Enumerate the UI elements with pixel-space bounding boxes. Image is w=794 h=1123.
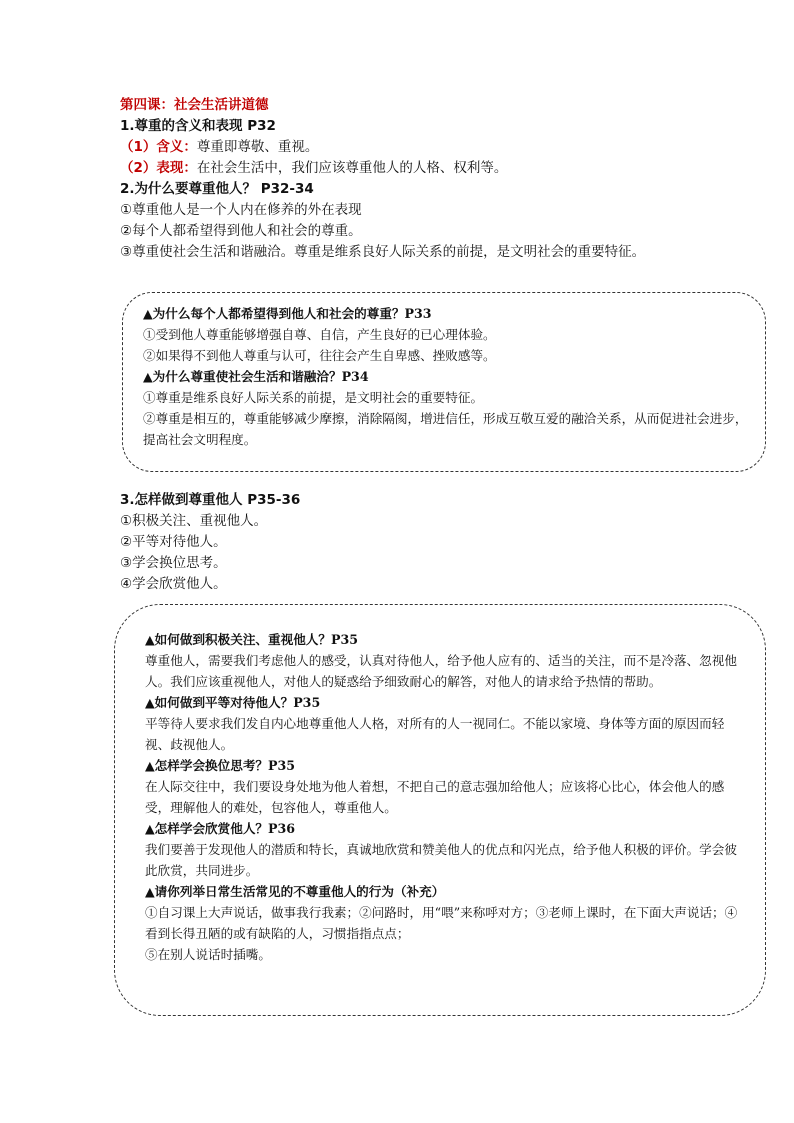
meaning-text: 尊重即尊敬、重视。 — [196, 139, 319, 155]
supplement-box-1 — [122, 292, 766, 472]
box2-answer-3: 在人际交往中，我们要设身处地为他人着想，不把自己的意志强加给他人；应该将心比心，体会他人的感受，理解他人的难处，包容他人，尊重他人。 — [145, 779, 725, 815]
section-3-item: ③学会换位思考。 — [120, 555, 227, 571]
box2-question-1: ▲如何做到积极关注、重视他人？P35 — [145, 632, 358, 647]
box1-answer-item: ②尊重是相互的，尊重能够减少摩擦，消除隔阂，增进信任，形成互敬互爱的融洽关系，从而促进社会进步，提高社会文明程度。 — [143, 411, 748, 447]
box1-answer-item: ①尊重是维系良好人际关系的前提，是文明社会的重要特征。 — [143, 390, 484, 405]
box2-question-2: ▲如何做到平等对待他人？P35 — [145, 695, 321, 710]
box2-question-5: ▲请你列举日常生活常见的不尊重他人的行为（补充） — [145, 884, 445, 899]
supplement-box-2 — [114, 604, 766, 1016]
box1-answer-item: ②如果得不到他人尊重与认可，往往会产生自卑感、挫败感等。 — [143, 348, 496, 363]
box2-answer-2: 平等待人要求我们发自内心地尊重他人人格，对所有的人一视同仁。不能以家境、身体等方面的原因而轻视、歧视他人。 — [145, 716, 725, 752]
section-3-item: ①积极关注、重视他人。 — [120, 513, 268, 529]
section-2-item: ①尊重他人是一个人内在修养的外在表现 — [120, 202, 362, 218]
lesson-notes-top — [120, 95, 700, 263]
lesson-title: 第四课：社会生活讲道德 — [120, 97, 269, 113]
expression-text: 在社会生活中，我们应该尊重他人的人格、权利等。 — [196, 160, 508, 176]
box1-question-2: ▲为什么尊重使社会生活和谐融洽？P34 — [143, 369, 369, 384]
box1-question-1: ▲为什么每个人都希望得到他人和社会的尊重？P33 — [143, 306, 432, 321]
section-2-heading: 2.为什么要尊重他人？ P32-34 — [120, 181, 314, 197]
expression-label: （2）表现： — [120, 160, 197, 176]
box2-question-3: ▲怎样学会换位思考？P35 — [145, 758, 296, 773]
box2-answer-5-line: ⑤在别人说话时插嘴。 — [145, 947, 271, 962]
expression-line — [120, 158, 700, 179]
box2-answer-5-line: ①自习课上大声说话，做事我行我素；②问路时，用“喂”来称呼对方；③老师上课时，在下面大声说话；④看到长得丑陋的或有缺陷的人，习惯指指点点； — [145, 905, 738, 941]
section-3 — [120, 490, 700, 595]
section-2-item: ②每个人都希望得到他人和社会的尊重。 — [120, 223, 362, 239]
meaning-line — [120, 137, 700, 158]
box1-answer-item: ①受到他人尊重能够增强自尊、自信，产生良好的已心理体验。 — [143, 327, 496, 342]
box2-answer-1: 尊重他人，需要我们考虑他人的感受，认真对待他人，给予他人应有的、适当的关注，而不是冷落、忽视他人。我们应该重视他人，对他人的疑惑给予细致耐心的解答，对他人的请求给予热情的帮助。 — [145, 653, 737, 689]
box2-question-4: ▲怎样学会欣赏他人？P36 — [145, 821, 296, 836]
section-1-heading: 1.尊重的含义和表现 P32 — [120, 118, 276, 134]
section-3-heading: 3.怎样做到尊重他人 P35-36 — [120, 492, 301, 508]
section-2-item: ③尊重使社会生活和谐融洽。尊重是维系良好人际关系的前提，是文明社会的重要特征。 — [120, 244, 646, 260]
section-3-item: ④学会欣赏他人。 — [120, 576, 227, 592]
box2-answer-4: 我们要善于发现他人的潜质和特长，真诚地欣赏和赞美他人的优点和闪光点，给予他人积极的评价。学会彼此欣赏，共同进步。 — [145, 842, 737, 878]
section-3-item: ②平等对待他人。 — [120, 534, 227, 550]
meaning-label: （1）含义： — [120, 139, 197, 155]
